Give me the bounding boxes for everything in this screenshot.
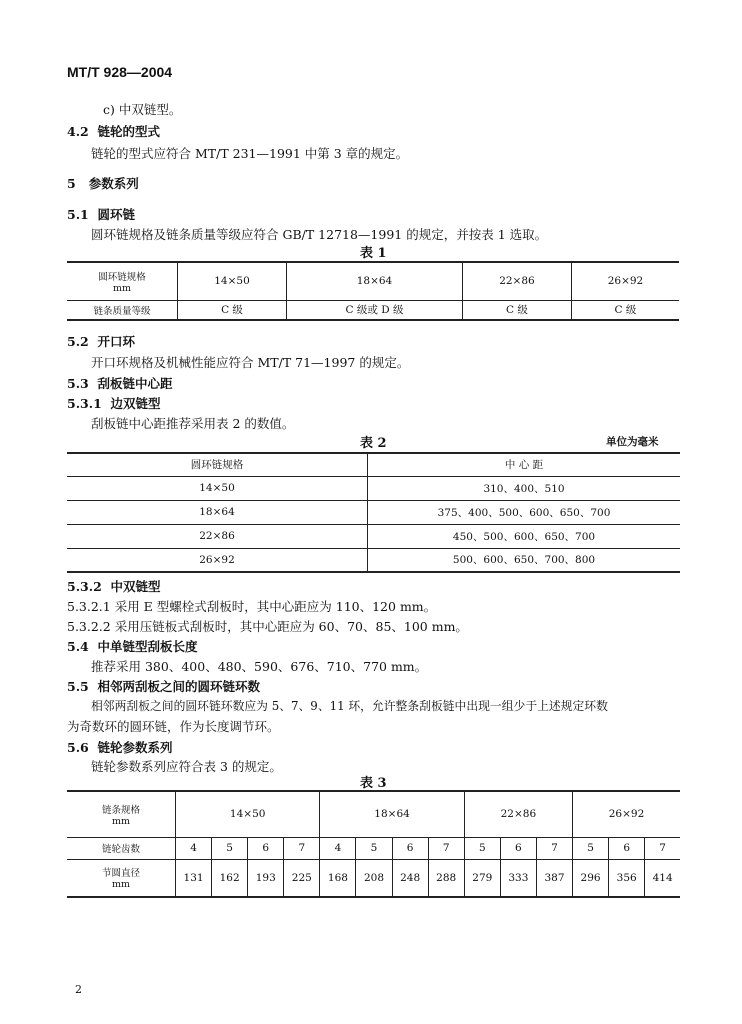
paragraph: 相邻两刮板之间的圆环链环数应为 5、7、9、11 环，允许整条刮板链中出现一组少于上述规定环数 xyxy=(91,699,608,713)
standard-number: MT/T 928—2004 xyxy=(67,64,173,80)
header-unit: mm xyxy=(111,815,131,827)
table-2-unit: 单位为毫米 xyxy=(606,436,659,448)
table-2 xyxy=(67,452,680,573)
header-label: 圆环链规格 xyxy=(98,271,146,283)
header-unit: mm xyxy=(112,282,132,294)
table-3-caption: 表 3 xyxy=(360,776,387,791)
table-cell: 225 xyxy=(284,859,320,897)
table-cell: 387 xyxy=(536,859,572,897)
table-1 xyxy=(67,261,679,321)
table-cell: 4 xyxy=(176,837,212,859)
section-title: 刮板链中心距 xyxy=(97,376,173,391)
section-title: 链轮的型式 xyxy=(97,124,160,139)
table-cell: 14×50 xyxy=(67,476,368,500)
table-row-header xyxy=(67,791,176,837)
table-3 xyxy=(67,790,680,898)
section-title: 中单链型刮板长度 xyxy=(97,639,198,654)
paragraph: 5.3.2.1 采用 E 型螺栓式刮板时，其中心距应为 110、120 mm。 xyxy=(67,599,437,614)
table-cell: 168 xyxy=(320,859,356,897)
paragraph: 5.3.2.2 采用压链板式刮板时，其中心距应为 60、70、85、100 mm。 xyxy=(67,619,468,634)
table-cell: 6 xyxy=(609,837,645,859)
paragraph: 为奇数环的圆环链，作为长度调节环。 xyxy=(67,719,280,734)
table-cell: 5 xyxy=(573,837,609,859)
paragraph: 链轮的型式应符合 MT/T 231—1991 中第 3 章的规定。 xyxy=(91,146,409,161)
table-cell: 7 xyxy=(645,837,680,859)
table-cell: 14×50 xyxy=(176,791,320,837)
header-label: 链条规格 xyxy=(101,804,140,816)
table-cell: 193 xyxy=(248,859,284,897)
section-title: 开口环 xyxy=(97,334,135,349)
table-cell: 7 xyxy=(284,837,320,859)
table-row-header xyxy=(67,859,176,897)
table-cell: 162 xyxy=(212,859,248,897)
section-5-4-heading xyxy=(67,637,197,655)
page-number: 2 xyxy=(75,983,82,996)
table-cell: 7 xyxy=(428,837,464,859)
table-row-header xyxy=(67,300,178,320)
table-cell: 7 xyxy=(536,837,572,859)
table-cell: 18×64 xyxy=(287,262,463,300)
paragraph: 推荐采用 380、400、480、590、676、710、770 mm。 xyxy=(91,659,428,674)
table-cell: 450、500、600、650、700 xyxy=(368,524,681,548)
paragraph: 开口环规格及机械性能应符合 MT/T 71—1997 的规定。 xyxy=(91,355,410,370)
table-cell: 356 xyxy=(609,859,645,897)
table-cell: 22×86 xyxy=(67,524,368,548)
header-label: 节圆直径 xyxy=(101,868,140,880)
section-number: 4.2 xyxy=(67,124,89,139)
section-5-5-heading xyxy=(67,677,260,695)
table-cell: 6 xyxy=(500,837,536,859)
table-cell: 131 xyxy=(176,859,212,897)
table-cell: 5 xyxy=(356,837,392,859)
table-cell: 26×92 xyxy=(573,791,680,837)
table-1-caption: 表 1 xyxy=(360,246,387,261)
table-cell: 18×64 xyxy=(67,500,368,524)
section-5-2-heading xyxy=(67,332,135,350)
list-item-c: c) 中双链型。 xyxy=(103,102,182,117)
paragraph: 刮板链中心距推荐采用表 2 的数值。 xyxy=(91,416,295,431)
section-5-1-heading xyxy=(67,205,135,223)
table-cell: 414 xyxy=(645,859,680,897)
column-header: 中 心 距 xyxy=(368,453,681,476)
section-title: 中双链型 xyxy=(110,579,161,594)
section-number: 5.6 xyxy=(67,740,89,755)
table-cell: 26×92 xyxy=(67,548,368,572)
table-cell: 22×86 xyxy=(462,262,571,300)
table-cell: 500、600、650、700、800 xyxy=(368,548,681,572)
table-cell: 22×86 xyxy=(464,791,572,837)
section-5-3-heading xyxy=(67,374,172,392)
table-cell: 288 xyxy=(428,859,464,897)
table-cell: C 级 xyxy=(178,300,287,320)
table-cell: 6 xyxy=(392,837,428,859)
header-label: 链轮齿数 xyxy=(101,844,140,855)
section-title: 边双链型 xyxy=(110,396,161,411)
table-cell: 26×92 xyxy=(571,262,679,300)
section-title: 圆环链 xyxy=(97,207,135,222)
section-5-3-2-heading xyxy=(67,577,161,595)
section-number: 5.4 xyxy=(67,639,89,654)
section-number: 5.1 xyxy=(67,207,89,222)
table-cell: 4 xyxy=(320,837,356,859)
section-5-3-1-heading xyxy=(67,394,161,412)
table-cell: 6 xyxy=(248,837,284,859)
table-cell: 208 xyxy=(356,859,392,897)
table-row-header xyxy=(67,262,178,300)
header-label: 链条质量等级 xyxy=(93,305,151,317)
table-cell: C 级 xyxy=(571,300,679,320)
column-header: 圆环链规格 xyxy=(67,453,368,476)
section-5-heading xyxy=(67,174,139,192)
table-cell: 5 xyxy=(464,837,500,859)
section-title: 参数系列 xyxy=(88,176,139,191)
section-number: 5.3.1 xyxy=(67,396,102,411)
table-cell: C 级或 D 级 xyxy=(287,300,463,320)
table-cell: 18×64 xyxy=(320,791,464,837)
table-cell: 296 xyxy=(573,859,609,897)
table-cell: 14×50 xyxy=(178,262,287,300)
section-5-6-heading xyxy=(67,738,172,756)
table-cell: 248 xyxy=(392,859,428,897)
paragraph: 圆环链规格及链条质量等级应符合 GB/T 12718—1991 的规定，并按表 1 选取。 xyxy=(91,227,548,242)
section-number: 5.3 xyxy=(67,376,89,391)
table-cell: C 级 xyxy=(462,300,571,320)
table-cell: 310、400、510 xyxy=(368,476,681,500)
table-cell: 333 xyxy=(500,859,536,897)
header-unit: mm xyxy=(111,879,131,891)
section-number: 5 xyxy=(67,176,76,191)
table-cell: 375、400、500、600、650、700 xyxy=(368,500,681,524)
section-4-2-heading xyxy=(67,122,160,140)
paragraph: 链轮参数系列应符合表 3 的规定。 xyxy=(91,759,282,774)
section-number: 5.3.2 xyxy=(67,579,102,594)
section-number: 5.5 xyxy=(67,679,89,694)
table-2-caption: 表 2 xyxy=(360,436,387,451)
section-title: 链轮参数系列 xyxy=(97,740,173,755)
section-number: 5.2 xyxy=(67,334,89,349)
table-cell: 279 xyxy=(464,859,500,897)
section-title: 相邻两刮板之间的圆环链环数 xyxy=(97,679,260,694)
table-row-header xyxy=(67,837,176,859)
table-cell: 5 xyxy=(212,837,248,859)
